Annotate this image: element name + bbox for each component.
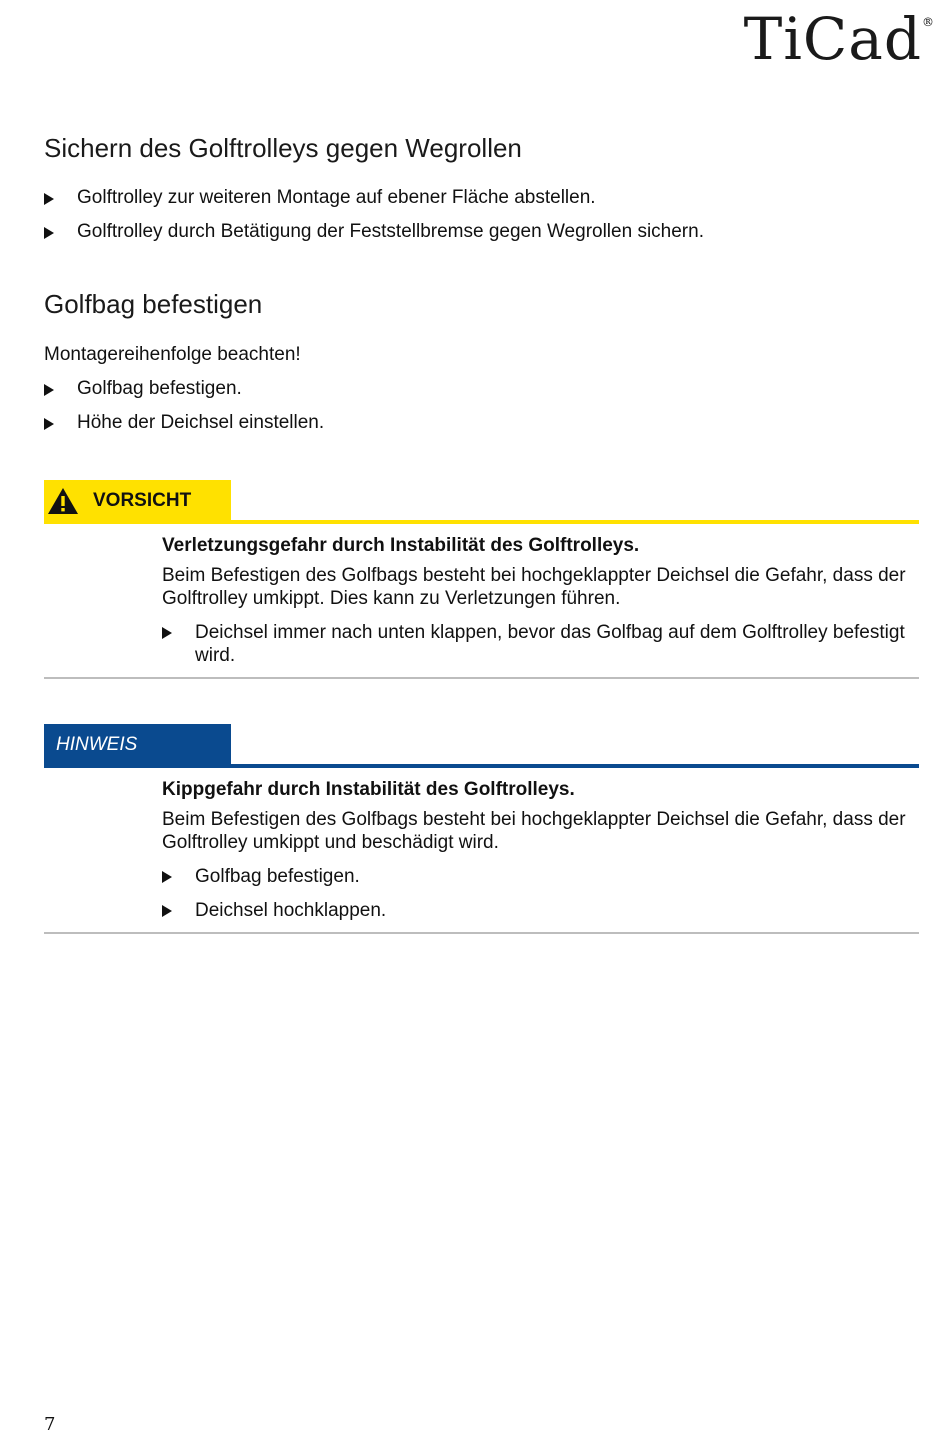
list-item bbox=[44, 378, 242, 400]
caution-end-rule bbox=[44, 677, 919, 679]
bullet-triangle-icon bbox=[44, 418, 54, 430]
list-item bbox=[44, 221, 704, 243]
caution-title: Verletzungsgefahr durch Instabilität des Golftrolleys. bbox=[162, 535, 640, 556]
list-item bbox=[162, 865, 912, 888]
assembly-order-note: Montagereihenfolge beachten! bbox=[44, 344, 301, 365]
list-item bbox=[44, 187, 596, 209]
list-item-text: Golfbag befestigen. bbox=[195, 866, 360, 887]
warning-triangle-icon bbox=[47, 487, 79, 515]
section-heading-attach-golfbag: Golfbag befestigen bbox=[44, 289, 263, 319]
list-item-text: Golftrolley zur weiteren Montage auf ebener Fläche abstellen. bbox=[77, 187, 596, 208]
list-item bbox=[162, 621, 912, 667]
list-item-text: Golftrolley durch Betätigung der Feststellbremse gegen Wegrollen sichern. bbox=[77, 221, 704, 242]
bullet-triangle-icon bbox=[162, 627, 172, 639]
bullet-triangle-icon bbox=[44, 193, 54, 205]
list-item-text: Deichsel hochklappen. bbox=[195, 900, 387, 921]
list-item-text: Deichsel immer nach unten klappen, bevor das Golfbag auf dem Golftrolley befestigt wird. bbox=[195, 622, 905, 666]
ticad-logo bbox=[743, 5, 934, 73]
registered-mark: ® bbox=[922, 15, 934, 29]
caution-tab bbox=[44, 480, 231, 521]
notice-body bbox=[162, 778, 912, 933]
section-heading-secure-trolley: Sichern des Golftrolleys gegen Wegrollen bbox=[44, 133, 522, 163]
notice-rule bbox=[44, 764, 919, 768]
list-item-text: Golfbag befestigen. bbox=[77, 378, 242, 399]
bullet-triangle-icon bbox=[44, 384, 54, 396]
bullet-triangle-icon bbox=[162, 905, 172, 917]
list-item bbox=[162, 899, 912, 922]
bullet-triangle-icon bbox=[162, 871, 172, 883]
page-number: 7 bbox=[44, 1414, 56, 1435]
notice-title: Kippgefahr durch Instabilität des Golftrolleys. bbox=[162, 779, 575, 800]
notice-tab bbox=[44, 724, 231, 765]
caution-body bbox=[162, 534, 912, 678]
notice-end-rule bbox=[44, 932, 919, 934]
notice-label: HINWEIS bbox=[56, 733, 138, 755]
caution-text: Beim Befestigen des Golfbags besteht bei hochgeklappter Deichsel die Gefahr, dass der Golftrolley umkippt. Dies kann zu Verletzungen führen. bbox=[162, 565, 906, 609]
caution-rule bbox=[44, 520, 919, 524]
notice-text: Beim Befestigen des Golfbags besteht bei hochgeklappter Deichsel die Gefahr, dass der Golftrolley umkippt und beschädigt wird. bbox=[162, 809, 906, 853]
list-item-text: Höhe der Deichsel einstellen. bbox=[77, 412, 325, 433]
list-item bbox=[44, 412, 324, 434]
notice-header bbox=[44, 724, 919, 768]
caution-label: VORSICHT bbox=[93, 489, 192, 511]
logo-text: TiCad bbox=[743, 5, 922, 73]
caution-header bbox=[44, 480, 919, 524]
bullet-triangle-icon bbox=[44, 227, 54, 239]
